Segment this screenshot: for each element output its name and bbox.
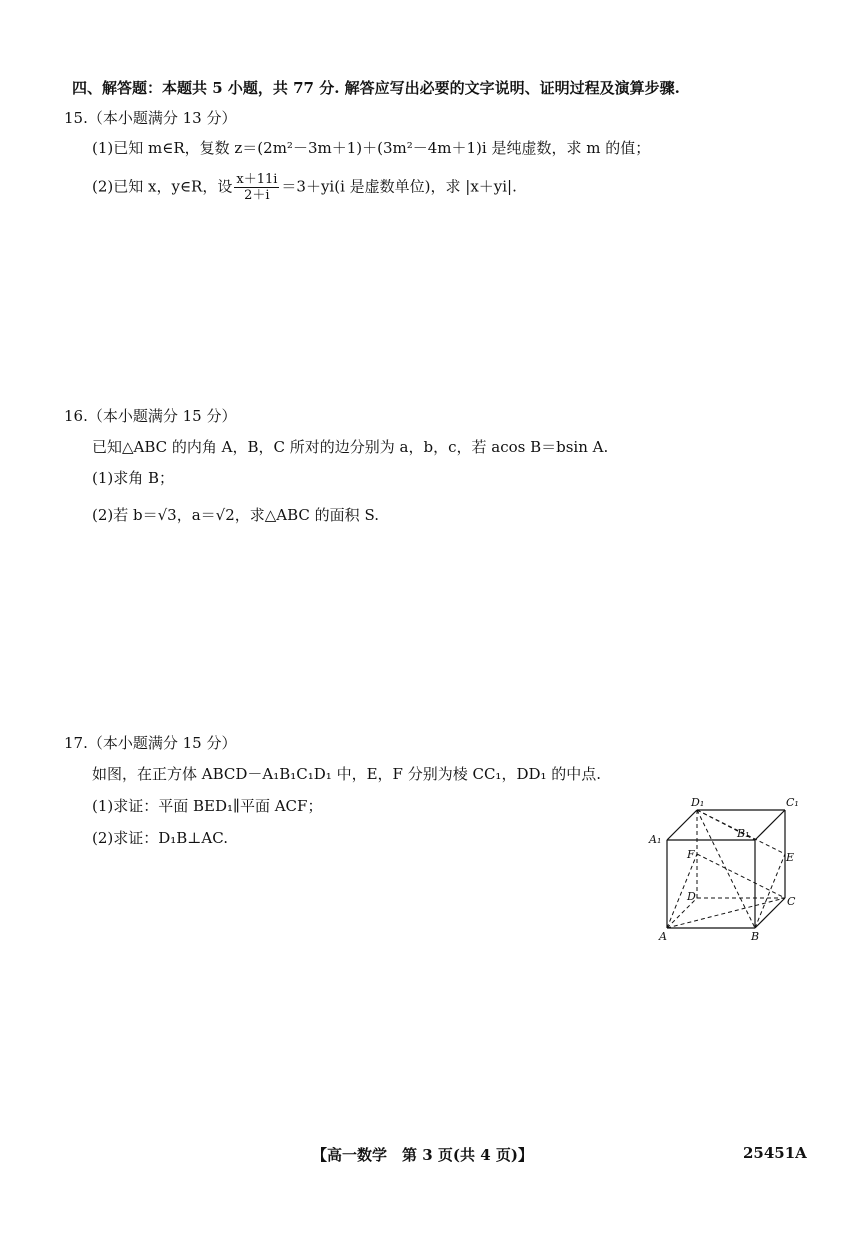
label-d1: D₁ [691, 796, 705, 809]
label-c1: C₁ [786, 796, 799, 809]
label-b: B [751, 930, 760, 943]
q15-part2-suffix: ＝3＋yi(i 是虚数单位)，求 |x＋yi|. [281, 177, 517, 196]
label-a: A [659, 930, 667, 943]
label-f: F [687, 848, 695, 861]
label-b1: B₁ [737, 827, 750, 840]
section-header: 四、解答题：本题共 5 小题，共 77 分. 解答应写出必要的文字说明、证明过程及演算步骤. [72, 79, 680, 97]
exam-code: 25451A [743, 1144, 807, 1162]
q16-part1: (1)求角 B； [92, 469, 175, 487]
q15-fraction-numerator: x＋11i [236, 172, 278, 187]
label-a1: A₁ [649, 833, 662, 846]
q15-part1: (1)已知 m∈R，复数 z＝(2m²－3m＋1)＋(3m²－4m＋1)i 是纯虚数，求 m 的值； [92, 139, 651, 157]
q16-heading: 16.（本小题满分 15 分） [64, 407, 237, 425]
label-c: C [787, 895, 796, 908]
q15-heading: 15.（本小题满分 13 分） [64, 109, 237, 127]
q15-part2 [92, 172, 517, 203]
q16-part2: (2)若 b＝√3，a＝√2，求△ABC 的面积 S. [92, 506, 379, 524]
q17-part1: (1)求证：平面 BED₁∥平面 ACF； [92, 797, 323, 815]
page-footer: 【高一数学 第 3 页(共 4 页)】 [312, 1146, 533, 1164]
q17-heading: 17.（本小题满分 15 分） [64, 734, 237, 752]
q15-fraction [234, 172, 279, 203]
cube-figure [645, 795, 805, 945]
q17-stem: 如图，在正方体 ABCD－A₁B₁C₁D₁ 中，E，F 分别为棱 CC₁，DD₁ 的中点. [92, 765, 602, 783]
label-e: E [786, 851, 795, 864]
q16-stem: 已知△ABC 的内角 A，B，C 所对的边分别为 a，b，c，若 acos B＝bsin A. [92, 438, 609, 456]
label-d: D [687, 890, 696, 903]
q17-part2: (2)求证：D₁B⊥AC. [92, 829, 228, 847]
q15-fraction-denominator: 2＋i [244, 188, 270, 203]
q15-part2-prefix: (2)已知 x，y∈R，设 [92, 177, 233, 196]
